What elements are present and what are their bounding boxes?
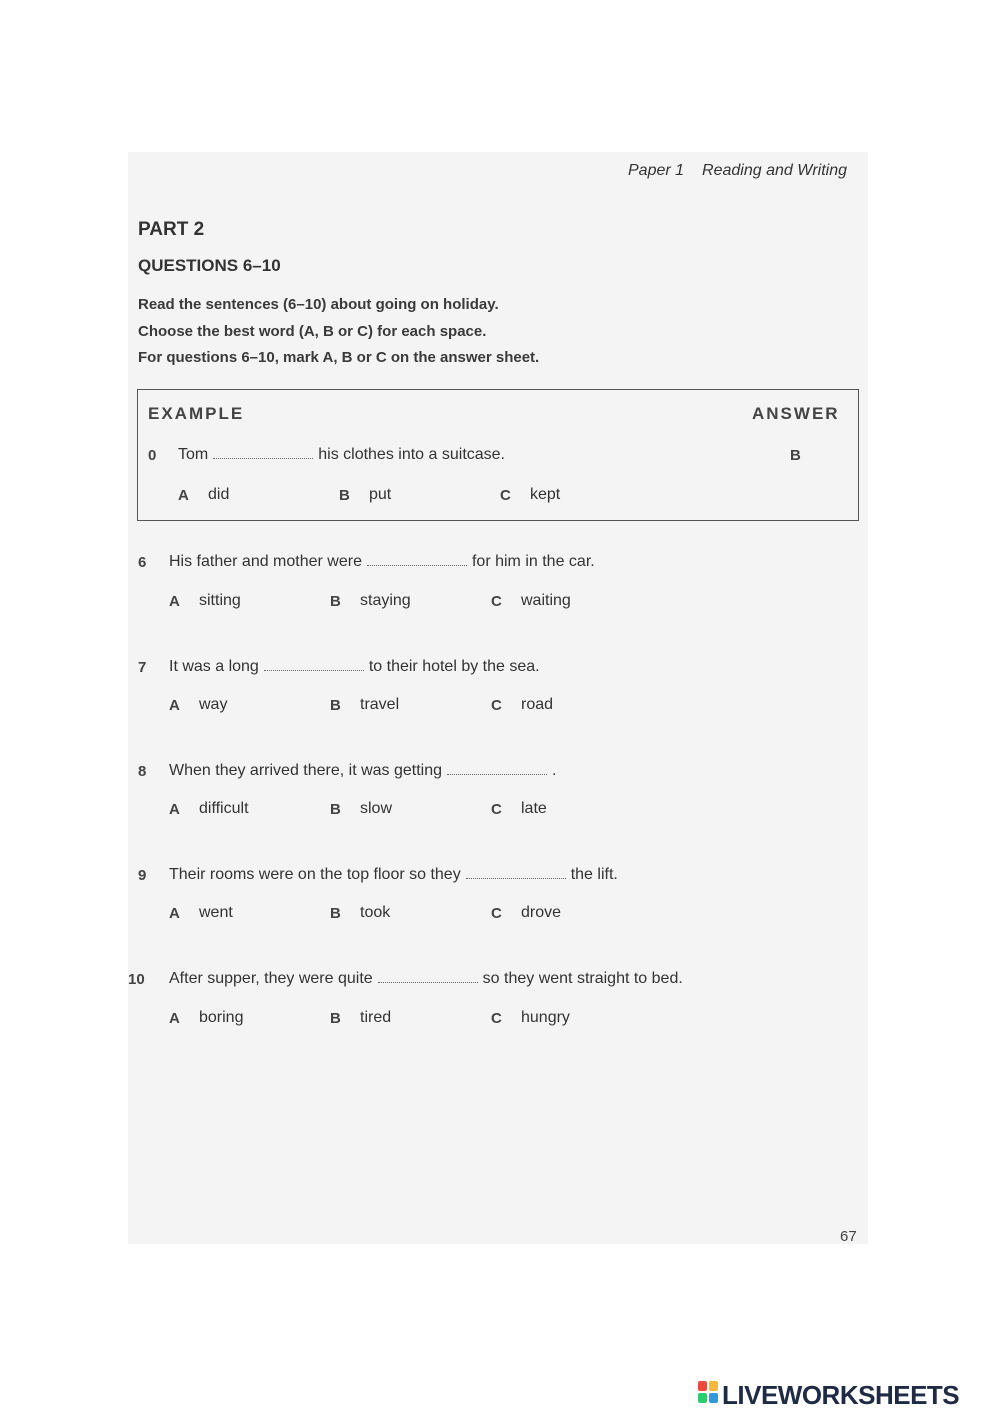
example-sentence: [178, 446, 505, 464]
option-letter: A: [169, 593, 180, 610]
option-text[interactable]: boring: [199, 1009, 244, 1026]
paper-number: Paper 1: [628, 162, 685, 179]
answer-blank[interactable]: [378, 979, 478, 983]
option-text[interactable]: travel: [360, 696, 400, 713]
option-text[interactable]: sitting: [199, 592, 241, 609]
option-text: kept: [530, 486, 561, 503]
option-text: did: [208, 486, 230, 503]
sentence-start: After supper, they were quite: [169, 970, 373, 987]
option-letter: C: [491, 801, 502, 818]
question-number: 10: [128, 971, 145, 988]
answer-blank[interactable]: [447, 771, 547, 775]
option-text[interactable]: took: [360, 904, 391, 921]
answer-label: ANSWER: [752, 404, 840, 423]
question-number: 9: [138, 867, 147, 884]
option-letter: C: [491, 1010, 502, 1027]
option-letter: C: [491, 593, 502, 610]
example-label: EXAMPLE: [148, 404, 245, 423]
paper-section: Reading and Writing: [702, 162, 848, 179]
sentence-start: It was a long: [169, 658, 259, 675]
option-text[interactable]: went: [199, 904, 233, 921]
option-text[interactable]: way: [199, 696, 228, 713]
sentence-end: for him in the car.: [471, 553, 595, 570]
example-answer: B: [790, 447, 801, 464]
instruction-line: Read the sentences (6–10) about going on holiday.: [138, 296, 499, 313]
option-letter: C: [491, 697, 502, 714]
sentence-end: the lift.: [570, 866, 618, 883]
liveworksheets-logo-icon: [698, 1381, 718, 1403]
option-text[interactable]: road: [521, 696, 554, 713]
answer-blank: [213, 455, 313, 459]
option-letter: A: [169, 801, 180, 818]
option-letter: B: [330, 1010, 341, 1027]
question-number: 6: [138, 554, 147, 571]
option-text[interactable]: slow: [360, 800, 393, 817]
option-text[interactable]: difficult: [199, 800, 249, 817]
instruction-line: Choose the best word (A, B or C) for each space.: [138, 323, 487, 340]
example-number: 0: [148, 447, 157, 464]
question-sentence: [169, 658, 540, 676]
question-sentence: [169, 762, 556, 780]
option-letter: B: [330, 801, 341, 818]
option-text[interactable]: staying: [360, 592, 411, 609]
answer-blank[interactable]: [367, 562, 467, 566]
question-number: 7: [138, 659, 147, 676]
questions-title: QUESTIONS 6–10: [138, 256, 281, 275]
question-sentence: [169, 970, 683, 988]
option-text[interactable]: waiting: [521, 592, 571, 609]
option-letter: C: [491, 905, 502, 922]
sentence-end: so they went straight to bed.: [482, 970, 683, 987]
sentence-end: his clothes into a suitcase.: [318, 446, 505, 463]
sentence-start: His father and mother were: [169, 553, 362, 570]
option-text: put: [369, 486, 392, 503]
question-sentence: [169, 553, 595, 571]
option-letter: A: [169, 1010, 180, 1027]
brand-wordmark[interactable]: LIVEWORKSHEETS: [722, 1380, 960, 1410]
instruction-line: For questions 6–10, mark A, B or C on the answer sheet.: [138, 349, 540, 366]
answer-blank[interactable]: [466, 875, 566, 879]
question-number: 8: [138, 763, 147, 780]
option-text[interactable]: hungry: [521, 1009, 570, 1026]
sentence-start: When they arrived there, it was getting: [169, 762, 443, 779]
question-sentence: [169, 866, 618, 884]
option-letter: C: [500, 487, 511, 504]
answer-blank[interactable]: [264, 667, 364, 671]
page-number: 67: [840, 1228, 857, 1245]
option-text[interactable]: late: [521, 800, 547, 817]
option-text[interactable]: tired: [360, 1009, 392, 1026]
sentence-start: Their rooms were on the top floor so they: [169, 866, 461, 883]
sentence-end: to their hotel by the sea.: [368, 658, 540, 675]
paper-header: [628, 162, 847, 180]
option-letter: A: [178, 487, 189, 504]
option-letter: A: [169, 697, 180, 714]
option-letter: A: [169, 905, 180, 922]
part-title: PART 2: [138, 219, 205, 240]
option-letter: B: [339, 487, 350, 504]
option-letter: B: [330, 593, 341, 610]
sentence-end: .: [552, 762, 557, 779]
option-letter: B: [330, 697, 341, 714]
sentence-start: Tom: [178, 446, 209, 463]
option-text[interactable]: drove: [521, 904, 562, 921]
option-letter: B: [330, 905, 341, 922]
